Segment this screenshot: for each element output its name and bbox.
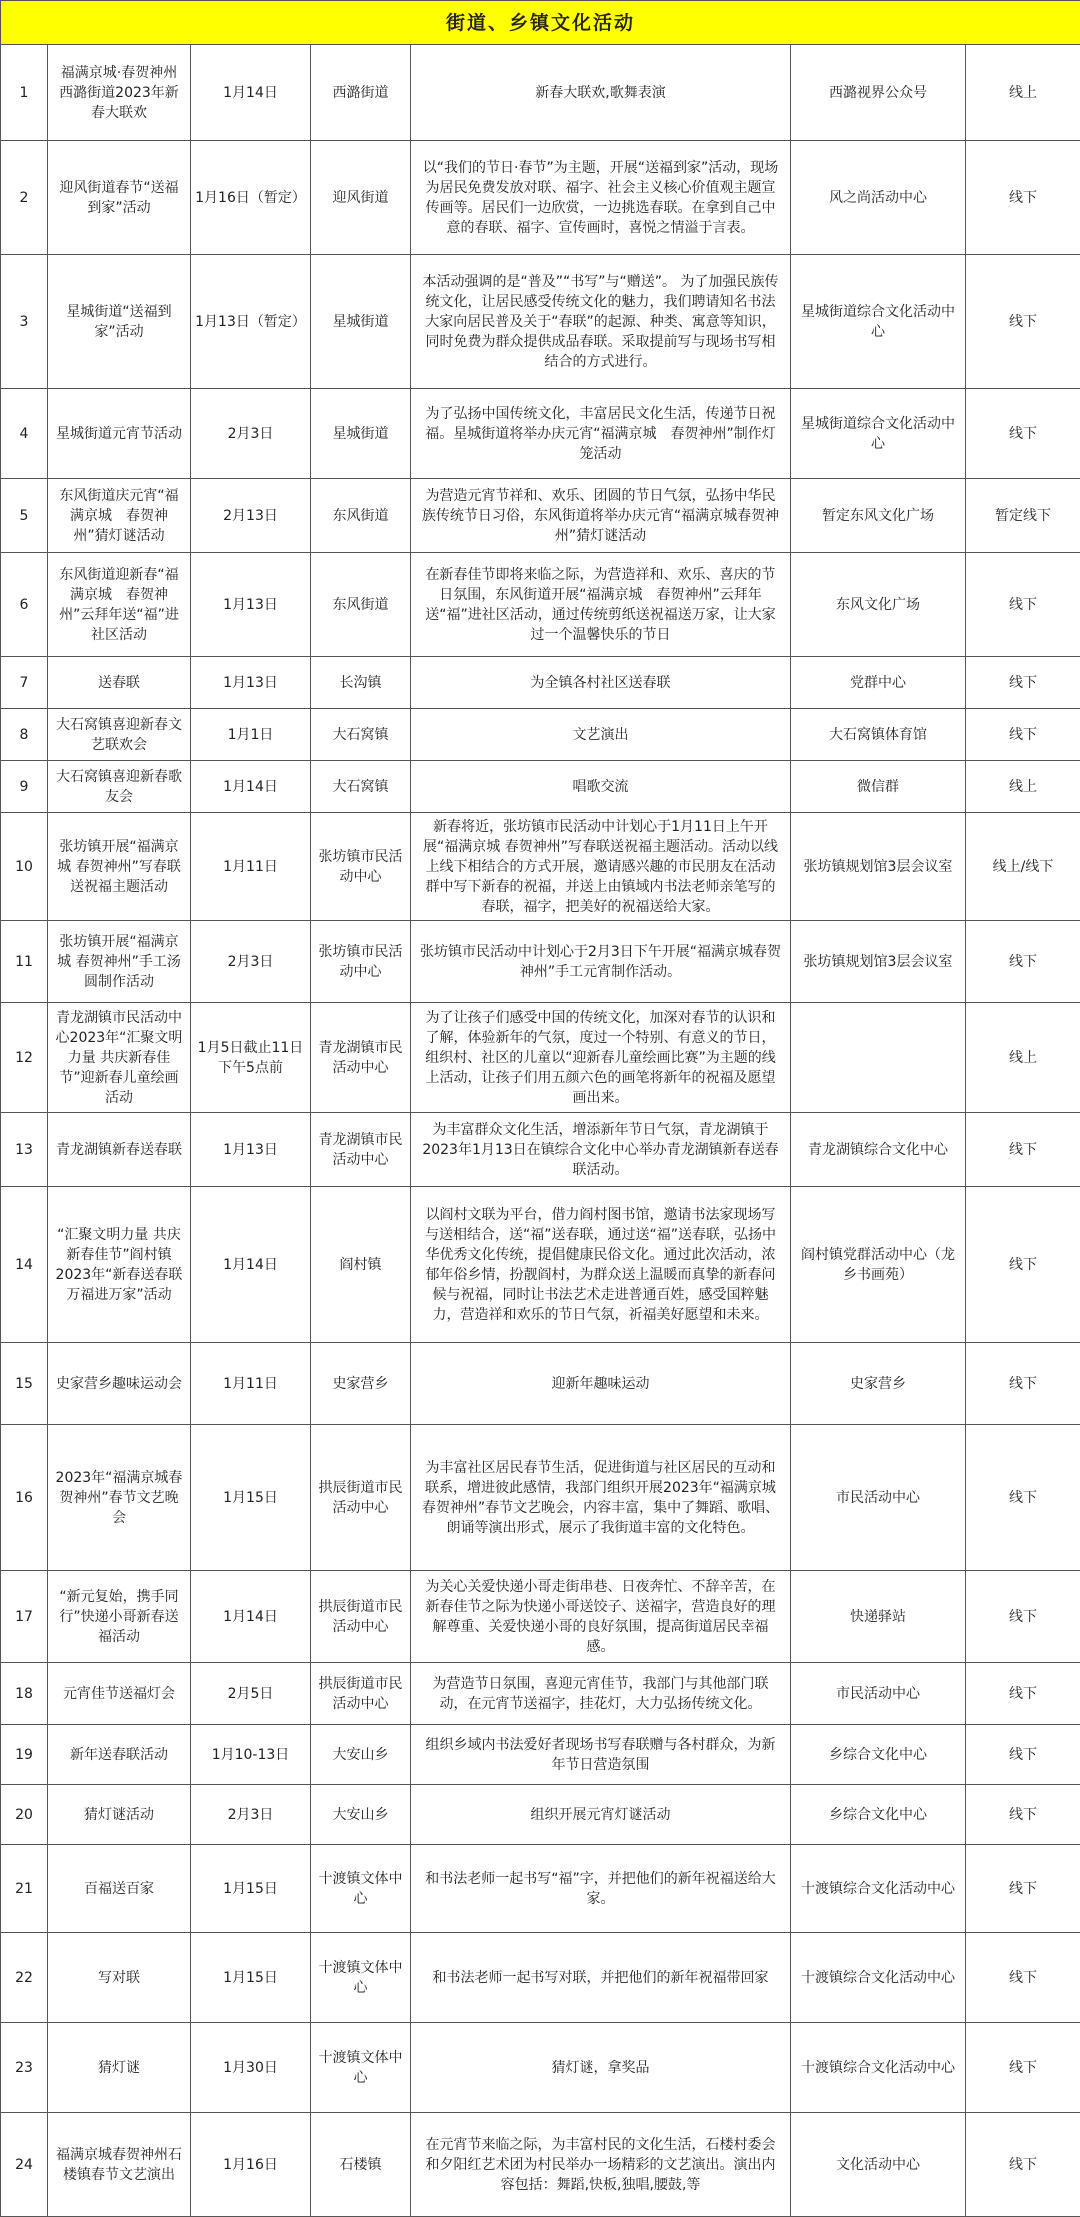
row-number: 10	[1, 813, 48, 921]
table-row	[1, 45, 1080, 141]
organizer: 东风街道	[311, 479, 411, 553]
activity-mode: 线下	[966, 255, 1080, 389]
organizer: 石楼镇	[311, 2113, 411, 2217]
activity-description: 文艺演出	[411, 709, 791, 761]
row-number: 9	[1, 761, 48, 813]
venue: 东风文化广场	[791, 553, 966, 657]
table-row	[1, 389, 1080, 479]
table-row	[1, 1785, 1080, 1845]
activity-name: 新年送春联活动	[48, 1725, 191, 1785]
activity-date: 1月14日	[191, 1187, 311, 1343]
row-number: 19	[1, 1725, 48, 1785]
table-row	[1, 921, 1080, 1003]
activity-mode: 线下	[966, 2113, 1080, 2217]
activity-description: 组织开展元宵灯谜活动	[411, 1785, 791, 1845]
activity-name: 张坊镇开展“福满京城 春贺神州”写春联送祝福主题活动	[48, 813, 191, 921]
organizer: 长沟镇	[311, 657, 411, 709]
venue	[791, 1003, 966, 1113]
organizer: 星城街道	[311, 389, 411, 479]
activity-date: 1月15日	[191, 1845, 311, 1933]
table-row	[1, 1113, 1080, 1187]
activity-description: 在元宵节来临之际，为丰富村民的文化生活，石楼村委会和夕阳红艺术团为村民举办一场精彩的文艺演出。演出内容包括：舞蹈,快板,独唱,腰鼓,等	[411, 2113, 791, 2217]
organizer: 拱辰街道市民活动中心	[311, 1663, 411, 1725]
activity-description: 为全镇各村社区送春联	[411, 657, 791, 709]
row-number: 12	[1, 1003, 48, 1113]
activity-description: 张坊镇市民活动中计划心于2月3日下午开展“福满京城春贺神州”手工元宵制作活动。	[411, 921, 791, 1003]
activity-name: 星城街道“送福到家”活动	[48, 255, 191, 389]
activity-date: 2月5日	[191, 1663, 311, 1725]
row-number: 14	[1, 1187, 48, 1343]
activity-name: 大石窝镇喜迎新春文艺联欢会	[48, 709, 191, 761]
activity-description: 猜灯谜，拿奖品	[411, 2023, 791, 2113]
activity-date: 1月15日	[191, 1425, 311, 1571]
activity-name: 猜灯谜	[48, 2023, 191, 2113]
activity-name: 送春联	[48, 657, 191, 709]
table-row	[1, 553, 1080, 657]
venue: 大石窝镇体育馆	[791, 709, 966, 761]
activity-description: 为丰富社区居民春节生活，促进街道与社区居民的互动和联系，增进彼此感情，我部门组织开展2023年“福满京城 春贺神州”春节文艺晚会，内容丰富，集中了舞蹈、歌唱、朗诵等演出形式，展示了我街道丰富的文化特色。	[411, 1425, 791, 1571]
activity-mode: 线下	[966, 2023, 1080, 2113]
organizer: 青龙湖镇市民活动中心	[311, 1113, 411, 1187]
organizer: 星城街道	[311, 255, 411, 389]
row-number: 21	[1, 1845, 48, 1933]
activity-date: 1月30日	[191, 2023, 311, 2113]
venue: 党群中心	[791, 657, 966, 709]
table-row	[1, 1343, 1080, 1425]
activity-description: 为丰富群众文化生活，增添新年节日气氛，青龙湖镇于2023年1月13日在镇综合文化中心举办青龙湖镇新春送春联活动。	[411, 1113, 791, 1187]
activity-date: 1月1日	[191, 709, 311, 761]
row-number: 8	[1, 709, 48, 761]
row-number: 1	[1, 45, 48, 141]
activity-date: 2月3日	[191, 389, 311, 479]
activity-mode: 线下	[966, 1113, 1080, 1187]
activity-mode: 线下	[966, 1785, 1080, 1845]
activity-mode: 线下	[966, 1187, 1080, 1343]
row-number: 22	[1, 1933, 48, 2023]
table-row	[1, 1425, 1080, 1571]
venue: 张坊镇规划馆3层会议室	[791, 921, 966, 1003]
row-number: 2	[1, 141, 48, 255]
venue: 星城街道综合文化活动中心	[791, 389, 966, 479]
activity-description: 新春大联欢,歌舞表演	[411, 45, 791, 141]
activity-date: 1月13日（暂定）	[191, 255, 311, 389]
activity-mode: 线下	[966, 709, 1080, 761]
row-number: 13	[1, 1113, 48, 1187]
activity-description: 唱歌交流	[411, 761, 791, 813]
activity-date: 1月16日	[191, 2113, 311, 2217]
activity-name: 青龙湖镇市民活动中心2023年“汇聚文明力量 共庆新春佳节”迎新春儿童绘画活动	[48, 1003, 191, 1113]
organizer: 史家营乡	[311, 1343, 411, 1425]
activity-date: 1月10-13日	[191, 1725, 311, 1785]
activity-name: 迎风街道春节“送福到家”活动	[48, 141, 191, 255]
table-row	[1, 1187, 1080, 1343]
organizer: 大石窝镇	[311, 761, 411, 813]
organizer: 十渡镇文体中心	[311, 2023, 411, 2113]
table-row	[1, 1933, 1080, 2023]
activity-name: 张坊镇开展“福满京城 春贺神州”手工汤圆制作活动	[48, 921, 191, 1003]
activity-date: 1月13日	[191, 553, 311, 657]
activity-mode: 线下	[966, 1845, 1080, 1933]
organizer: 十渡镇文体中心	[311, 1933, 411, 2023]
table-row	[1, 1663, 1080, 1725]
row-number: 17	[1, 1571, 48, 1663]
row-number: 16	[1, 1425, 48, 1571]
venue: 快递驿站	[791, 1571, 966, 1663]
organizer: 大安山乡	[311, 1785, 411, 1845]
activity-description: 以“我们的节日·春节”为主题，开展“送福到家”活动，现场为居民免费发放对联、福字、社会主义核心价值观主题宣传画等。居民们一边欣赏，一边挑选春联。在拿到自己中意的春联、福字、宣传画时，喜悦之情溢于言表。	[411, 141, 791, 255]
venue: 微信群	[791, 761, 966, 813]
table-row	[1, 2023, 1080, 2113]
activity-mode: 线上	[966, 45, 1080, 141]
activity-name: “新元复始，携手同行”快递小哥新春送福活动	[48, 1571, 191, 1663]
activity-name: “汇聚文明力量 共庆新春佳节”阎村镇2023年“新春送春联万福进万家”活动	[48, 1187, 191, 1343]
activity-description: 和书法老师一起书写对联，并把他们的新年祝福带回家	[411, 1933, 791, 2023]
row-number: 4	[1, 389, 48, 479]
activity-mode: 线下	[966, 1571, 1080, 1663]
row-number: 7	[1, 657, 48, 709]
row-number: 15	[1, 1343, 48, 1425]
venue: 张坊镇规划馆3层会议室	[791, 813, 966, 921]
activity-date: 2月3日	[191, 1785, 311, 1845]
row-number: 20	[1, 1785, 48, 1845]
activity-date: 1月15日	[191, 1933, 311, 2023]
activity-mode: 线下	[966, 1663, 1080, 1725]
activity-name: 史家营乡趣味运动会	[48, 1343, 191, 1425]
activity-description: 在新春佳节即将来临之际，为营造祥和、欢乐、喜庆的节日氛围，东风街道开展“福满京城 春贺神州”云拜年送“福”进社区活动，通过传统剪纸送祝福送万家，让大家过一个温馨快乐的节日	[411, 553, 791, 657]
row-number: 24	[1, 2113, 48, 2217]
activity-description: 为营造元宵节祥和、欢乐、团圆的节日气氛，弘扬中华民族传统节日习俗，东风街道将举办庆元宵“福满京城春贺神州”猜灯谜活动	[411, 479, 791, 553]
activity-date: 2月3日	[191, 921, 311, 1003]
organizer: 张坊镇市民活动中心	[311, 921, 411, 1003]
venue: 暂定东风文化广场	[791, 479, 966, 553]
organizer: 十渡镇文体中心	[311, 1845, 411, 1933]
organizer: 张坊镇市民活动中心	[311, 813, 411, 921]
organizer: 大安山乡	[311, 1725, 411, 1785]
row-number: 18	[1, 1663, 48, 1725]
venue: 乡综合文化中心	[791, 1785, 966, 1845]
activity-name: 2023年“福满京城春贺神州”春节文艺晚会	[48, 1425, 191, 1571]
activity-mode: 线下	[966, 657, 1080, 709]
activity-description: 为关心关爱快递小哥走街串巷、日夜奔忙、不辞辛苦，在新春佳节之际为快递小哥送饺子、送福字，营造良好的理解尊重、关爱快递小哥的良好氛围，提高街道居民幸福感。	[411, 1571, 791, 1663]
activity-description: 新春将近，张坊镇市民活动中计划心于1月11日上午开展“福满京城 春贺神州”写春联送祝福主题活动。活动以线上线下相结合的方式开展，邀请感兴趣的市民朋友在活动群中写下新春的祝福，并送上由镇域内书法老师亲笔写的春联，福字，把美好的祝福送给大家。	[411, 813, 791, 921]
venue: 阎村镇党群活动中心（龙乡书画苑）	[791, 1187, 966, 1343]
table-row	[1, 255, 1080, 389]
activity-mode: 线下	[966, 389, 1080, 479]
activity-mode: 线下	[966, 1425, 1080, 1571]
activity-date: 1月13日	[191, 657, 311, 709]
venue: 星城街道综合文化活动中心	[791, 255, 966, 389]
table-row	[1, 1003, 1080, 1113]
organizer: 拱辰街道市民活动中心	[311, 1571, 411, 1663]
organizer: 西潞街道	[311, 45, 411, 141]
activity-name: 猜灯谜活动	[48, 1785, 191, 1845]
table-row	[1, 657, 1080, 709]
activity-description: 和书法老师一起书写“福”字，并把他们的新年祝福送给大家。	[411, 1845, 791, 1933]
activity-date: 1月16日（暂定）	[191, 141, 311, 255]
organizer: 迎风街道	[311, 141, 411, 255]
venue: 十渡镇综合文化活动中心	[791, 2023, 966, 2113]
table-row	[1, 1725, 1080, 1785]
activity-name: 东风街道庆元宵“福满京城 春贺神州”猜灯谜活动	[48, 479, 191, 553]
row-number: 6	[1, 553, 48, 657]
activity-name: 星城街道元宵节活动	[48, 389, 191, 479]
row-number: 11	[1, 921, 48, 1003]
activity-name: 东风街道迎新春“福满京城 春贺神州”云拜年送“福”进社区活动	[48, 553, 191, 657]
page-title: 街道、乡镇文化活动	[1, 1, 1080, 45]
activity-mode: 线下	[966, 1343, 1080, 1425]
activity-mode: 线上/线下	[966, 813, 1080, 921]
activity-mode: 线下	[966, 553, 1080, 657]
activity-mode: 线下	[966, 1933, 1080, 2023]
row-number: 23	[1, 2023, 48, 2113]
activity-description: 组织乡域内书法爱好者现场书写春联赠与各村群众，为新年节日营造氛围	[411, 1725, 791, 1785]
table-row	[1, 1845, 1080, 1933]
venue: 乡综合文化中心	[791, 1725, 966, 1785]
venue: 西潞视界公众号	[791, 45, 966, 141]
activity-name: 福满京城春贺神州石楼镇春节文艺演出	[48, 2113, 191, 2217]
activity-description: 本活动强调的是“普及”“书写”与“赠送”。 为了加强民族传统文化，让居民感受传统文化的魅力，我们聘请知名书法大家向居民普及关于“春联”的起源、种类、寓意等知识，同时免费为群众提供成品春联。采取提前写与现场书写相结合的方式进行。	[411, 255, 791, 389]
activity-date: 1月14日	[191, 45, 311, 141]
venue: 十渡镇综合文化活动中心	[791, 1933, 966, 2023]
venue: 市民活动中心	[791, 1425, 966, 1571]
activity-description: 为营造节日氛围，喜迎元宵佳节，我部门与其他部门联动，在元宵节送福字，挂花灯，大力弘扬传统文化。	[411, 1663, 791, 1725]
activity-date: 2月13日	[191, 479, 311, 553]
venue: 青龙湖镇综合文化中心	[791, 1113, 966, 1187]
table-row	[1, 2113, 1080, 2217]
organizer: 阎村镇	[311, 1187, 411, 1343]
organizer: 青龙湖镇市民活动中心	[311, 1003, 411, 1113]
activity-date: 1月14日	[191, 1571, 311, 1663]
table-row	[1, 709, 1080, 761]
activity-name: 福满京城·春贺神州西潞街道2023年新春大联欢	[48, 45, 191, 141]
activity-date: 1月14日	[191, 761, 311, 813]
activity-date: 1月11日	[191, 1343, 311, 1425]
row-number: 3	[1, 255, 48, 389]
activity-mode: 暂定线下	[966, 479, 1080, 553]
activity-mode: 线下	[966, 141, 1080, 255]
activity-mode: 线下	[966, 921, 1080, 1003]
activity-name: 元宵佳节送福灯会	[48, 1663, 191, 1725]
venue: 文化活动中心	[791, 2113, 966, 2217]
organizer: 拱辰街道市民活动中心	[311, 1425, 411, 1571]
row-number: 5	[1, 479, 48, 553]
venue: 风之尚活动中心	[791, 141, 966, 255]
venue: 十渡镇综合文化活动中心	[791, 1845, 966, 1933]
activity-date: 1月11日	[191, 813, 311, 921]
activity-name: 百福送百家	[48, 1845, 191, 1933]
activity-name: 大石窝镇喜迎新春歌友会	[48, 761, 191, 813]
activity-name: 写对联	[48, 1933, 191, 2023]
activity-date: 1月13日	[191, 1113, 311, 1187]
activity-description: 为了让孩子们感受中国的传统文化，加深对春节的认识和了解，体验新年的气氛，度过一个特别、有意义的节日，组织村、社区的儿童以“迎新春儿童绘画比赛”为主题的线上活动，让孩子们用五颜六色的画笔将新年的祝福及愿望画出来。	[411, 1003, 791, 1113]
activity-mode: 线上	[966, 1003, 1080, 1113]
title-row	[1, 1, 1080, 45]
table-row	[1, 479, 1080, 553]
organizer: 大石窝镇	[311, 709, 411, 761]
table-row	[1, 1571, 1080, 1663]
activity-name: 青龙湖镇新春送春联	[48, 1113, 191, 1187]
venue: 史家营乡	[791, 1343, 966, 1425]
venue: 市民活动中心	[791, 1663, 966, 1725]
activity-description: 以阎村文联为平台，借力阎村图书馆，邀请书法家现场写与送相结合，送“福”送春联，通过送“福”送春联，弘扬中华优秀文化传统，提倡健康民俗文化。通过此次活动，浓郁年俗乡情，扮靓阎村，为群众送上温暖而真挚的新春问候与祝福，同时让书法艺术走进普通百姓，感受国粹魅力，营造祥和欢乐的节日气氛，祈福美好愿望和未来。	[411, 1187, 791, 1343]
activity-mode: 线下	[966, 1725, 1080, 1785]
table-row	[1, 141, 1080, 255]
activity-description: 迎新年趣味运动	[411, 1343, 791, 1425]
activity-date: 1月5日截止11日下午5点前	[191, 1003, 311, 1113]
table-row	[1, 813, 1080, 921]
organizer: 东风街道	[311, 553, 411, 657]
activity-description: 为了弘扬中国传统文化，丰富居民文化生活，传递节日祝福。星城街道将举办庆元宵“福满京城 春贺神州”制作灯笼活动	[411, 389, 791, 479]
activity-mode: 线上	[966, 761, 1080, 813]
table-row	[1, 761, 1080, 813]
